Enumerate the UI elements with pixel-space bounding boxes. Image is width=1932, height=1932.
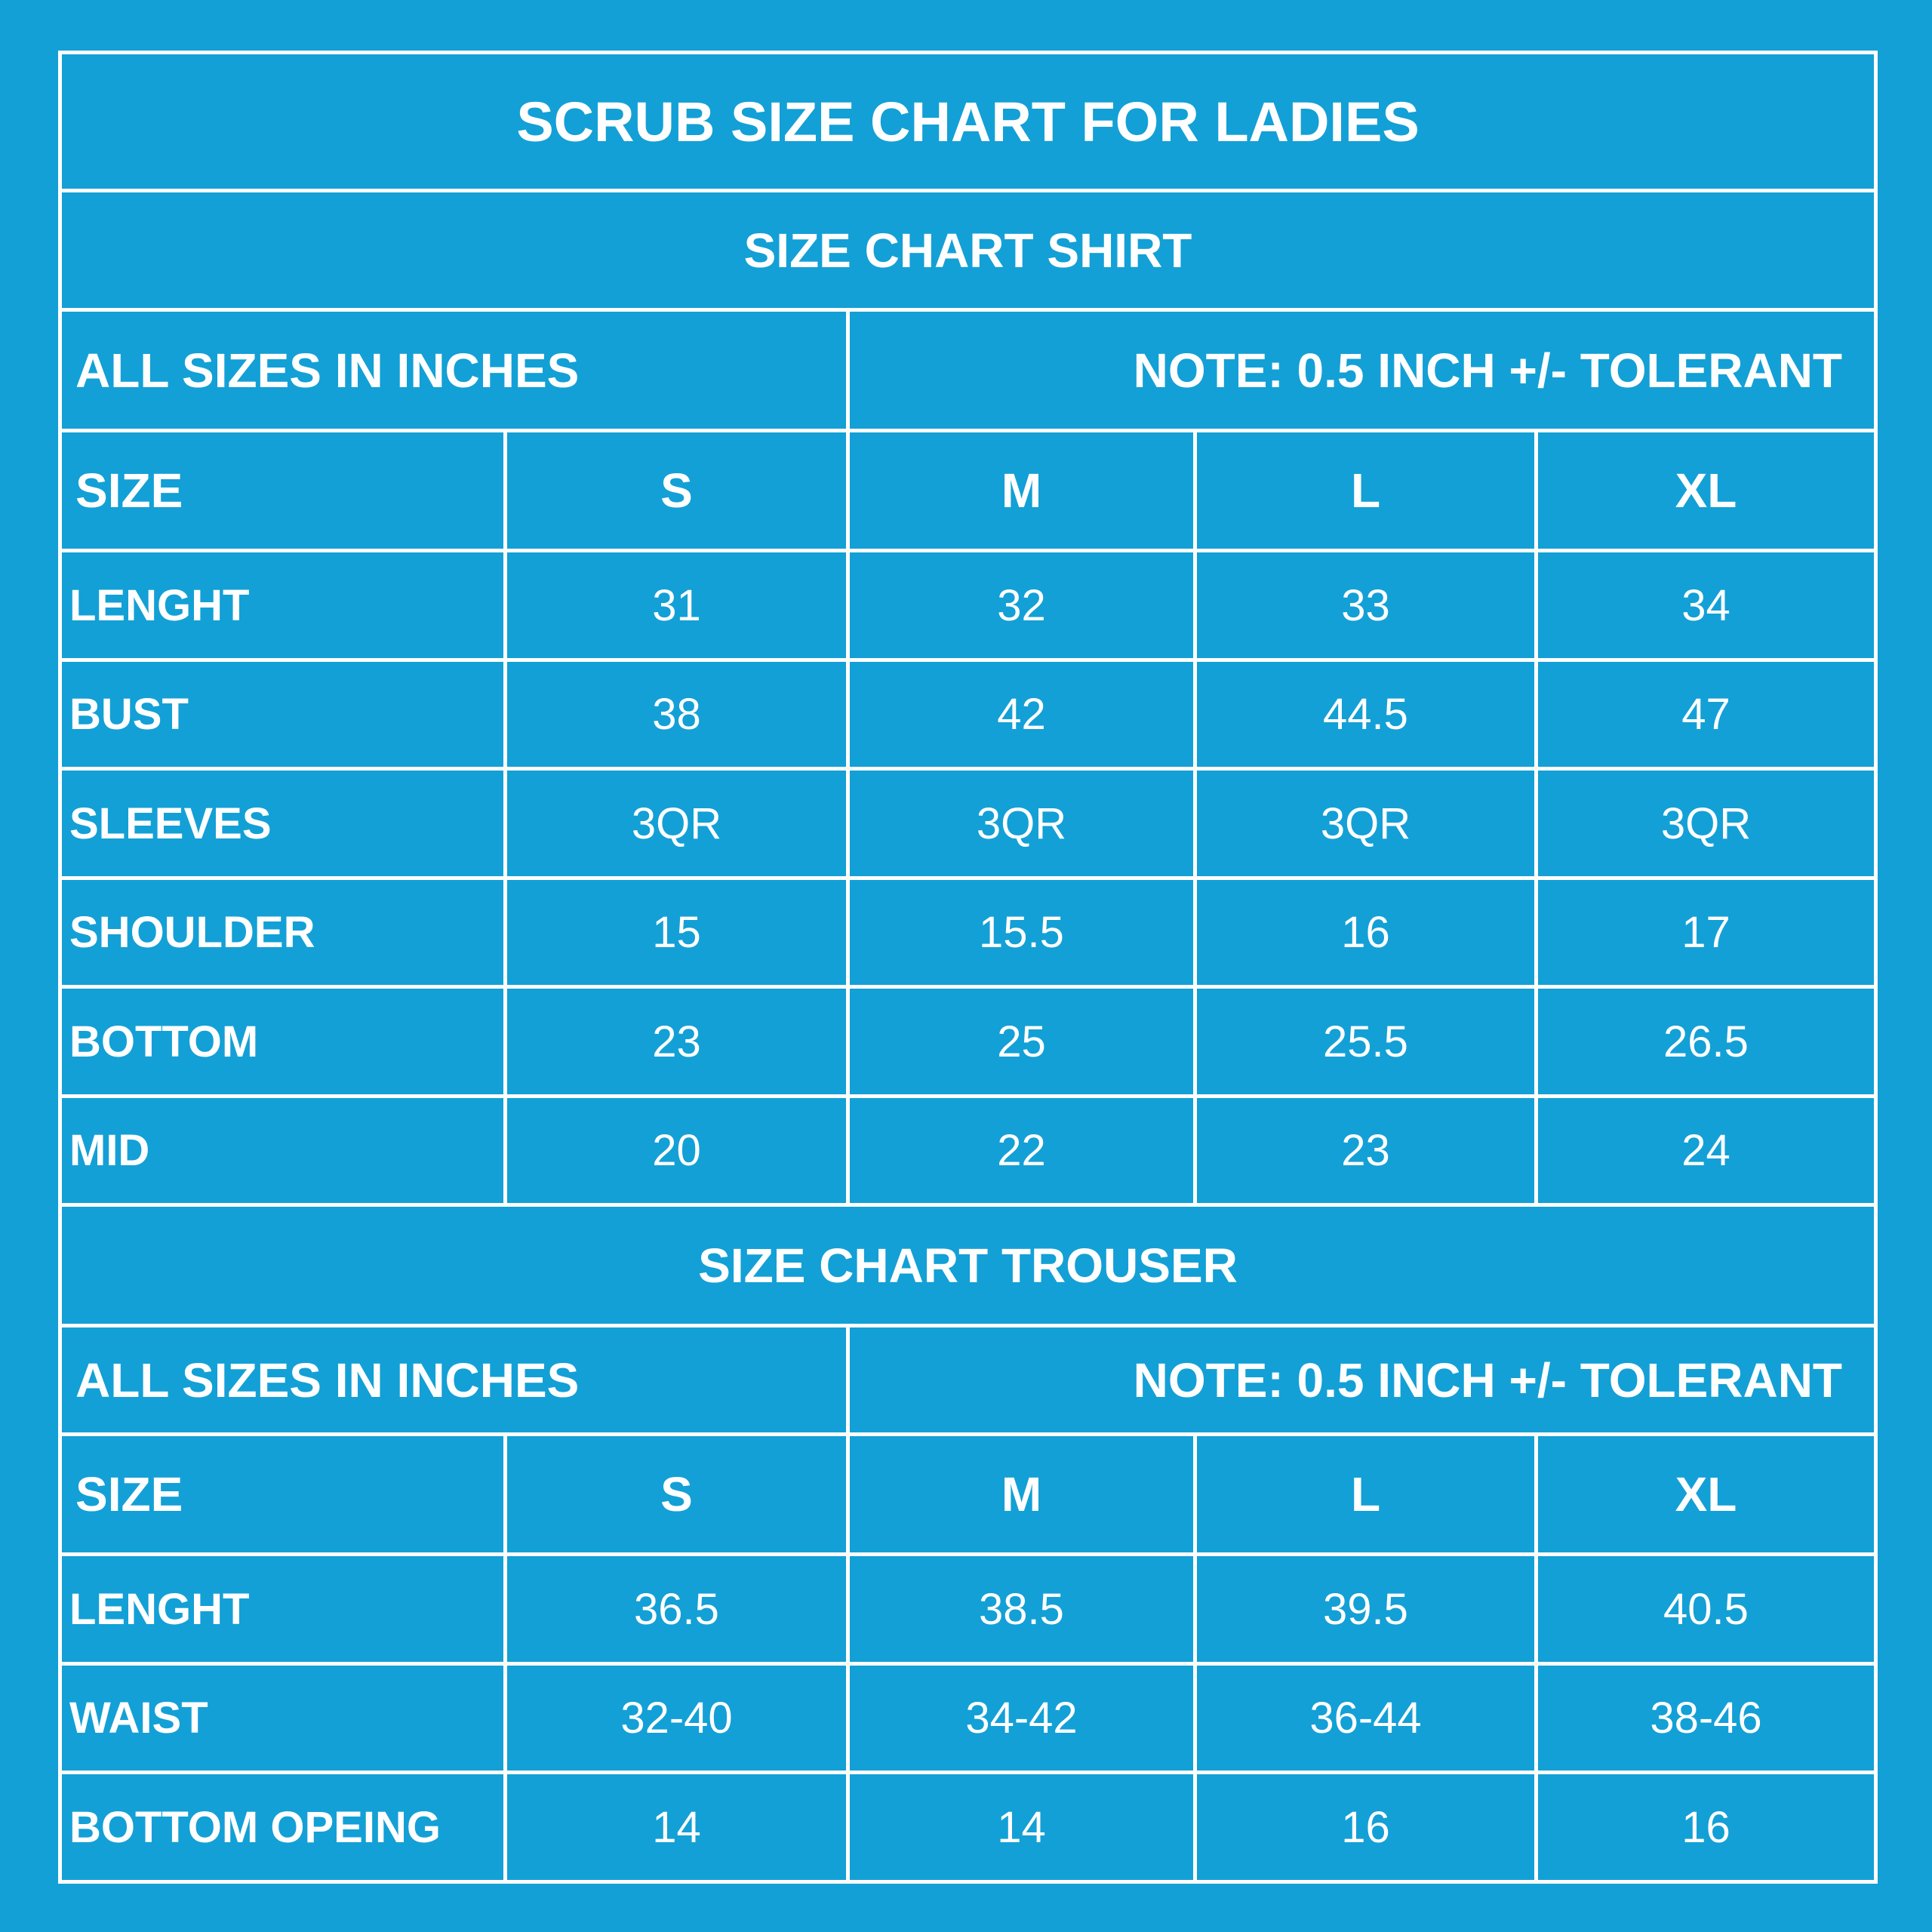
trouser-cell-lenght-xl: 40.5 — [1534, 1552, 1878, 1666]
shirt-row-label-lenght: LENGHT — [58, 549, 507, 662]
shirt-cell-shoulder-m: 15.5 — [846, 876, 1197, 989]
shirt-cell-sleeves-m: 3QR — [846, 767, 1197, 880]
trouser-units-note: ALL SIZES IN INCHES — [58, 1324, 850, 1436]
shirt-cell-mid-s: 20 — [503, 1094, 850, 1207]
shirt-row-label-bust: BUST — [58, 658, 507, 771]
trouser-cell-waist-l: 36-44 — [1193, 1662, 1538, 1774]
shirt-units-note: ALL SIZES IN INCHES — [58, 308, 850, 432]
shirt-cell-sleeves-s: 3QR — [503, 767, 850, 880]
shirt-cell-bottom-m: 25 — [846, 985, 1197, 1098]
trouser-cell-bottom-opeing-m: 14 — [846, 1770, 1197, 1884]
trouser-cell-bottom-opeing-l: 16 — [1193, 1770, 1538, 1884]
shirt-size-header-s: S — [503, 429, 850, 552]
trouser-cell-lenght-m: 38.5 — [846, 1552, 1197, 1666]
shirt-cell-mid-l: 23 — [1193, 1094, 1538, 1207]
trouser-cell-bottom-opeing-xl: 16 — [1534, 1770, 1878, 1884]
shirt-size-header-label: SIZE — [58, 429, 507, 552]
shirt-cell-sleeves-xl: 3QR — [1534, 767, 1878, 880]
shirt-cell-bottom-s: 23 — [503, 985, 850, 1098]
shirt-cell-bottom-xl: 26.5 — [1534, 985, 1878, 1098]
shirt-cell-mid-xl: 24 — [1534, 1094, 1878, 1207]
trouser-row-label-lenght: LENGHT — [58, 1552, 507, 1666]
shirt-size-header-xl: XL — [1534, 429, 1878, 552]
trouser-cell-waist-s: 32-40 — [503, 1662, 850, 1774]
shirt-size-header-m: M — [846, 429, 1197, 552]
shirt-cell-bust-m: 42 — [846, 658, 1197, 771]
shirt-cell-mid-m: 22 — [846, 1094, 1197, 1207]
shirt-cell-lenght-xl: 34 — [1534, 549, 1878, 662]
trouser-cell-lenght-l: 39.5 — [1193, 1552, 1538, 1666]
trouser-size-header-s: S — [503, 1432, 850, 1556]
chart-title: SCRUB SIZE CHART FOR LADIES — [58, 51, 1878, 192]
shirt-row-label-bottom: BOTTOM — [58, 985, 507, 1098]
trouser-tolerance-note: NOTE: 0.5 INCH +/- TOLERANT — [846, 1324, 1878, 1436]
shirt-row-label-sleeves: SLEEVES — [58, 767, 507, 880]
trouser-cell-waist-xl: 38-46 — [1534, 1662, 1878, 1774]
shirt-cell-lenght-s: 31 — [503, 549, 850, 662]
trouser-row-label-bottom-opeing: BOTTOM OPEING — [58, 1770, 507, 1884]
shirt-row-label-shoulder: SHOULDER — [58, 876, 507, 989]
shirt-cell-bust-s: 38 — [503, 658, 850, 771]
trouser-size-header-l: L — [1193, 1432, 1538, 1556]
shirt-cell-shoulder-s: 15 — [503, 876, 850, 989]
shirt-size-header-l: L — [1193, 429, 1538, 552]
shirt-cell-shoulder-xl: 17 — [1534, 876, 1878, 989]
shirt-cell-shoulder-l: 16 — [1193, 876, 1538, 989]
shirt-cell-bust-xl: 47 — [1534, 658, 1878, 771]
shirt-cell-bust-l: 44.5 — [1193, 658, 1538, 771]
shirt-cell-lenght-m: 32 — [846, 549, 1197, 662]
trouser-size-header-label: SIZE — [58, 1432, 507, 1556]
trouser-cell-bottom-opeing-s: 14 — [503, 1770, 850, 1884]
trouser-cell-lenght-s: 36.5 — [503, 1552, 850, 1666]
trouser-row-label-waist: WAIST — [58, 1662, 507, 1774]
trouser-size-header-m: M — [846, 1432, 1197, 1556]
shirt-cell-bottom-l: 25.5 — [1193, 985, 1538, 1098]
shirt-tolerance-note: NOTE: 0.5 INCH +/- TOLERANT — [846, 308, 1878, 432]
trouser-cell-waist-m: 34-42 — [846, 1662, 1197, 1774]
trouser-size-header-xl: XL — [1534, 1432, 1878, 1556]
shirt-cell-sleeves-l: 3QR — [1193, 767, 1538, 880]
trouser-section-heading: SIZE CHART TROUSER — [58, 1203, 1878, 1327]
shirt-section-heading: SIZE CHART SHIRT — [58, 189, 1878, 312]
shirt-cell-lenght-l: 33 — [1193, 549, 1538, 662]
shirt-row-label-mid: MID — [58, 1094, 507, 1207]
